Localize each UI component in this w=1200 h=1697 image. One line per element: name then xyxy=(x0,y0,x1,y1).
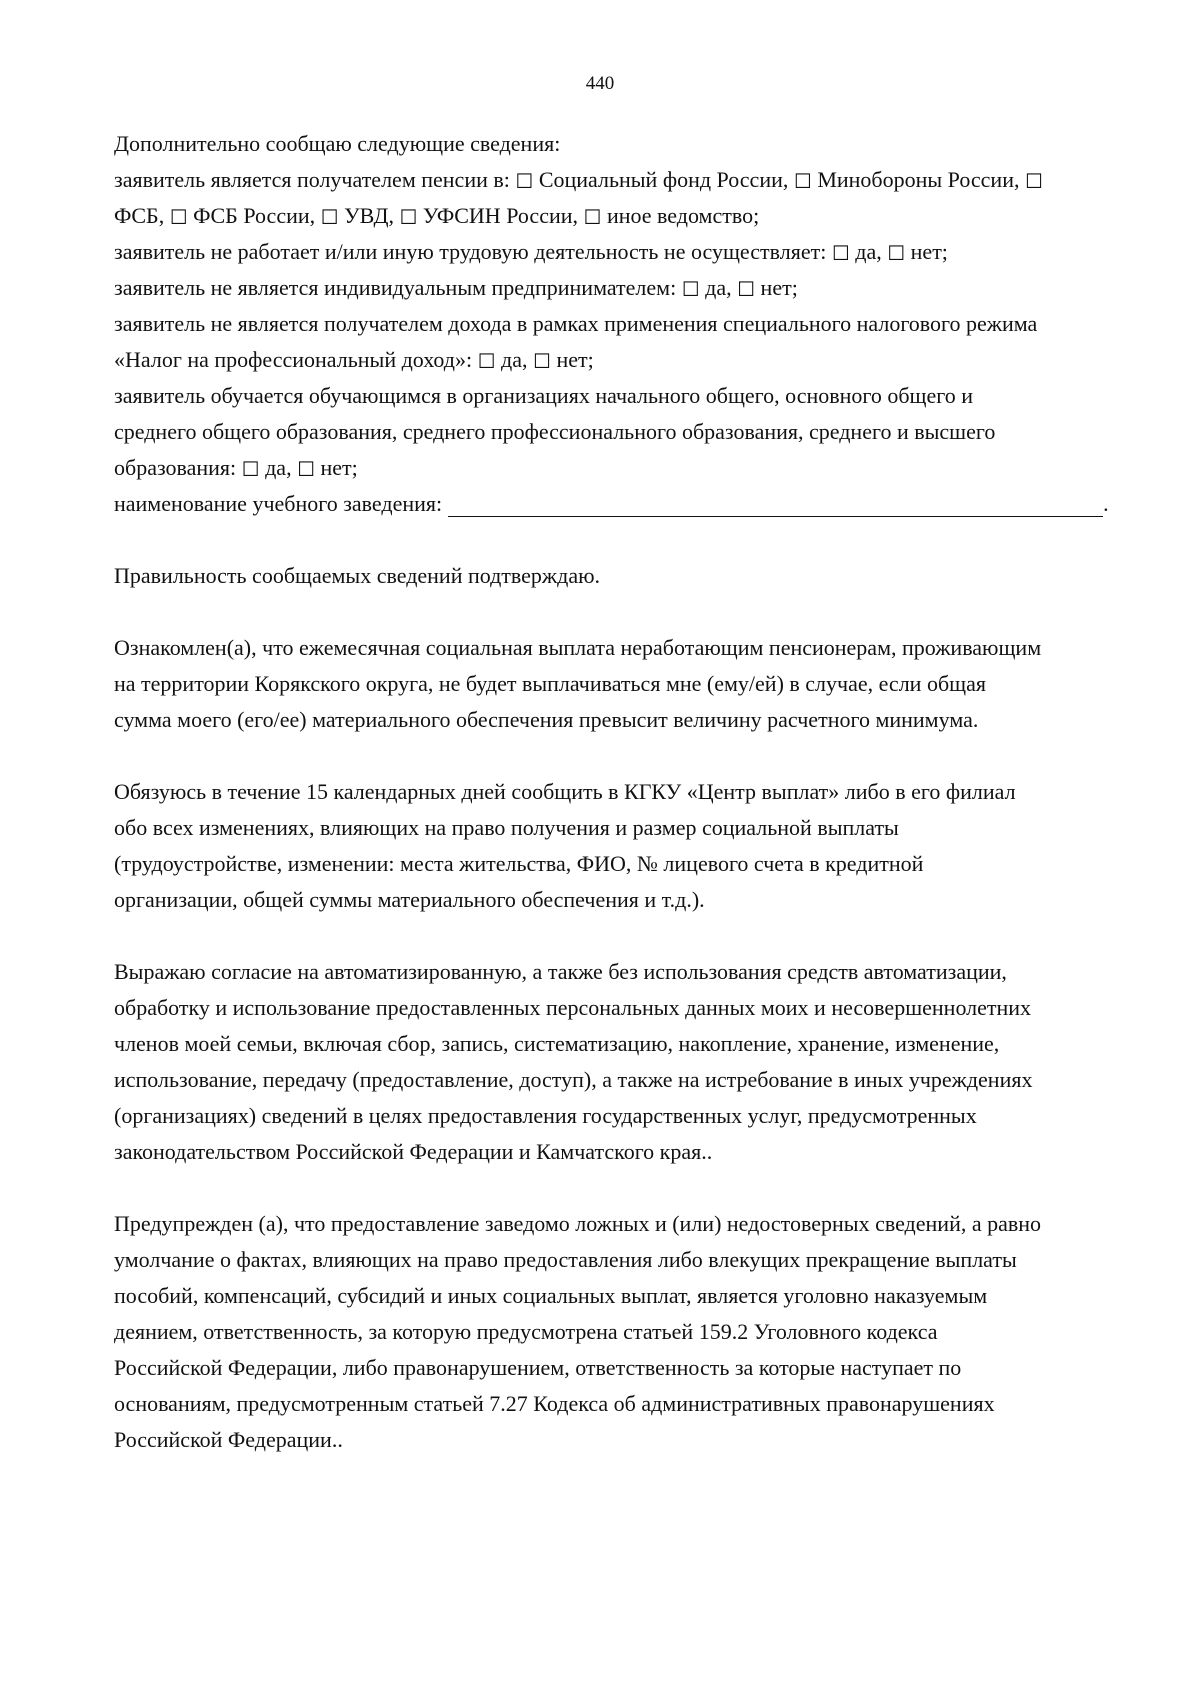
education-no-label: нет; xyxy=(320,455,358,480)
paragraph-line: умолчание о фактах, влияющих на право предоставления либо влекущих прекращение выплаты xyxy=(114,1247,1017,1272)
paragraph-line: сумма моего (его/ее) материального обеспечения превысит величину расчетного минимума. xyxy=(114,707,979,732)
paragraph-line: использование, передачу (предоставление, доступ), а также на истребование в иных учреждениях xyxy=(114,1067,1033,1092)
spacer xyxy=(114,1170,1144,1206)
pension-line-2 xyxy=(114,198,1144,234)
spacer xyxy=(114,594,1144,630)
page-number: 440 xyxy=(585,73,615,94)
paragraph-line: (организациях) сведений в целях предоставления государственных услуг, предусмотренных xyxy=(114,1103,977,1128)
paragraph-line: (трудоустройстве, изменении: места жительства, ФИО, № лицевого счета в кредитной xyxy=(114,851,924,876)
spacer xyxy=(114,738,1144,774)
not-working-yes-label: да, xyxy=(855,239,882,264)
not-npd-line-1: заявитель не является получателем дохода в рамках применения специального налогового режима xyxy=(114,311,1038,336)
checkbox-pension-fsb[interactable]: ☐ xyxy=(1024,169,1043,193)
not-ip-no-label: нет; xyxy=(760,275,798,300)
paragraph-line: Предупрежден (а), что предоставление заведомо ложных и (или) недостоверных сведений, а равно xyxy=(114,1211,1042,1236)
checkbox-not-working-no[interactable]: ☐ xyxy=(887,241,906,265)
not-working-line xyxy=(114,234,1144,270)
paragraph-line: членов моей семьи, включая сбор, запись, систематизацию, накопление, хранение, изменение, xyxy=(114,1031,1000,1056)
not-npd-line-2 xyxy=(114,342,1144,378)
pension-option-defense-ministry: Минобороны России, xyxy=(817,167,1020,192)
checkbox-not-ip-yes[interactable]: ☐ xyxy=(681,277,700,301)
checkbox-pension-fsb-russia[interactable]: ☐ xyxy=(169,205,188,229)
education-line-1: заявитель обучается обучающимся в организациях начального общего, основного общего и xyxy=(114,383,974,408)
education-line-3 xyxy=(114,450,1144,486)
acquainted-paragraph xyxy=(114,630,1144,738)
paragraph-line: Ознакомлен(а), что ежемесячная социальная выплата неработающим пенсионерам, проживающим xyxy=(114,635,1042,660)
paragraph-line: обработку и использование предоставленных персональных данных моих и несовершеннолетних xyxy=(114,995,1032,1020)
paragraph-line: Российской Федерации.. xyxy=(114,1427,343,1452)
pension-line-1 xyxy=(114,162,1144,198)
not-npd-no-label: нет; xyxy=(556,347,594,372)
confirm-statement: Правильность сообщаемых сведений подтверждаю. xyxy=(114,563,601,588)
paragraph-line: пособий, компенсаций, субсидий и иных социальных выплат, является уголовно наказуемым xyxy=(114,1283,988,1308)
consent-paragraph xyxy=(114,954,1144,1170)
institution-line xyxy=(114,486,1144,522)
intro-line: Дополнительно сообщаю следующие сведения: xyxy=(114,131,561,156)
checkbox-pension-uvd[interactable]: ☐ xyxy=(320,205,339,229)
education-text: образования: xyxy=(114,455,237,480)
pension-option-social-fund: Социальный фонд России, xyxy=(538,167,789,192)
paragraph-line: на территории Корякского округа, не будет выплачиваться мне (ему/ей) в случае, если общая xyxy=(114,671,986,696)
not-ip-yes-label: да, xyxy=(705,275,732,300)
checkbox-pension-defense-ministry[interactable]: ☐ xyxy=(793,169,812,193)
education-line-2: среднего общего образования, среднего профессионального образования, среднего и высшего xyxy=(114,419,996,444)
warning-paragraph xyxy=(114,1206,1144,1458)
institution-label: наименование учебного заведения: xyxy=(114,491,443,516)
pension-option-fsb-russia: ФСБ России, xyxy=(193,203,316,228)
not-ip-line xyxy=(114,270,1144,306)
obligation-paragraph xyxy=(114,774,1144,918)
pension-option-fsb: ФСБ, xyxy=(114,203,165,228)
checkbox-education-no[interactable]: ☐ xyxy=(297,457,316,481)
education-yes-label: да, xyxy=(265,455,292,480)
paragraph-line: обо всех изменениях, влияющих на право получения и размер социальной выплаты xyxy=(114,815,899,840)
paragraph-line: деянием, ответственность, за которую предусмотрена статьей 159.2 Уголовного кодекса xyxy=(114,1319,938,1344)
not-ip-text: заявитель не является индивидуальным предпринимателем: xyxy=(114,275,677,300)
pension-option-other: иное ведомство; xyxy=(606,203,760,228)
paragraph-line: Выражаю согласие на автоматизированную, а также без использования средств автоматизации, xyxy=(114,959,1007,984)
checkbox-not-npd-yes[interactable]: ☐ xyxy=(477,349,496,373)
checkbox-pension-social-fund[interactable]: ☐ xyxy=(515,169,534,193)
not-working-no-label: нет; xyxy=(910,239,948,264)
paragraph-line: Обязуюсь в течение 15 календарных дней сообщить в КГКУ «Центр выплат» либо в его филиал xyxy=(114,779,1016,804)
spacer xyxy=(114,522,1144,558)
paragraph-line: законодательством Российской Федерации и Камчатского края.. xyxy=(114,1139,713,1164)
institution-name-field[interactable] xyxy=(448,492,1103,517)
pension-option-uvd: УВД, xyxy=(344,203,394,228)
checkbox-not-working-yes[interactable]: ☐ xyxy=(831,241,850,265)
form-content xyxy=(114,126,1144,1458)
checkbox-pension-ufsin[interactable]: ☐ xyxy=(399,205,418,229)
pension-prefix: заявитель является получателем пенсии в: xyxy=(114,167,510,192)
paragraph-line: основаниям, предусмотренным статьей 7.27 Кодекса об административных правонарушениях xyxy=(114,1391,995,1416)
not-npd-yes-label: да, xyxy=(501,347,528,372)
pension-option-ufsin: УФСИН России, xyxy=(422,203,579,228)
checkbox-not-ip-no[interactable]: ☐ xyxy=(737,277,756,301)
paragraph-line: Российской Федерации, либо правонарушением, ответственность за которые наступает по xyxy=(114,1355,962,1380)
checkbox-not-npd-no[interactable]: ☐ xyxy=(533,349,551,373)
institution-end: . xyxy=(1103,491,1109,516)
not-npd-text: «Налог на профессиональный доход»: xyxy=(114,347,473,372)
paragraph-line: организации, общей суммы материального обеспечения и т.д.). xyxy=(114,887,705,912)
checkbox-pension-other[interactable]: ☐ xyxy=(583,205,602,229)
spacer xyxy=(114,918,1144,954)
checkbox-education-yes[interactable]: ☐ xyxy=(241,457,260,481)
not-working-text: заявитель не работает и/или иную трудовую деятельность не осуществляет: xyxy=(114,239,827,264)
